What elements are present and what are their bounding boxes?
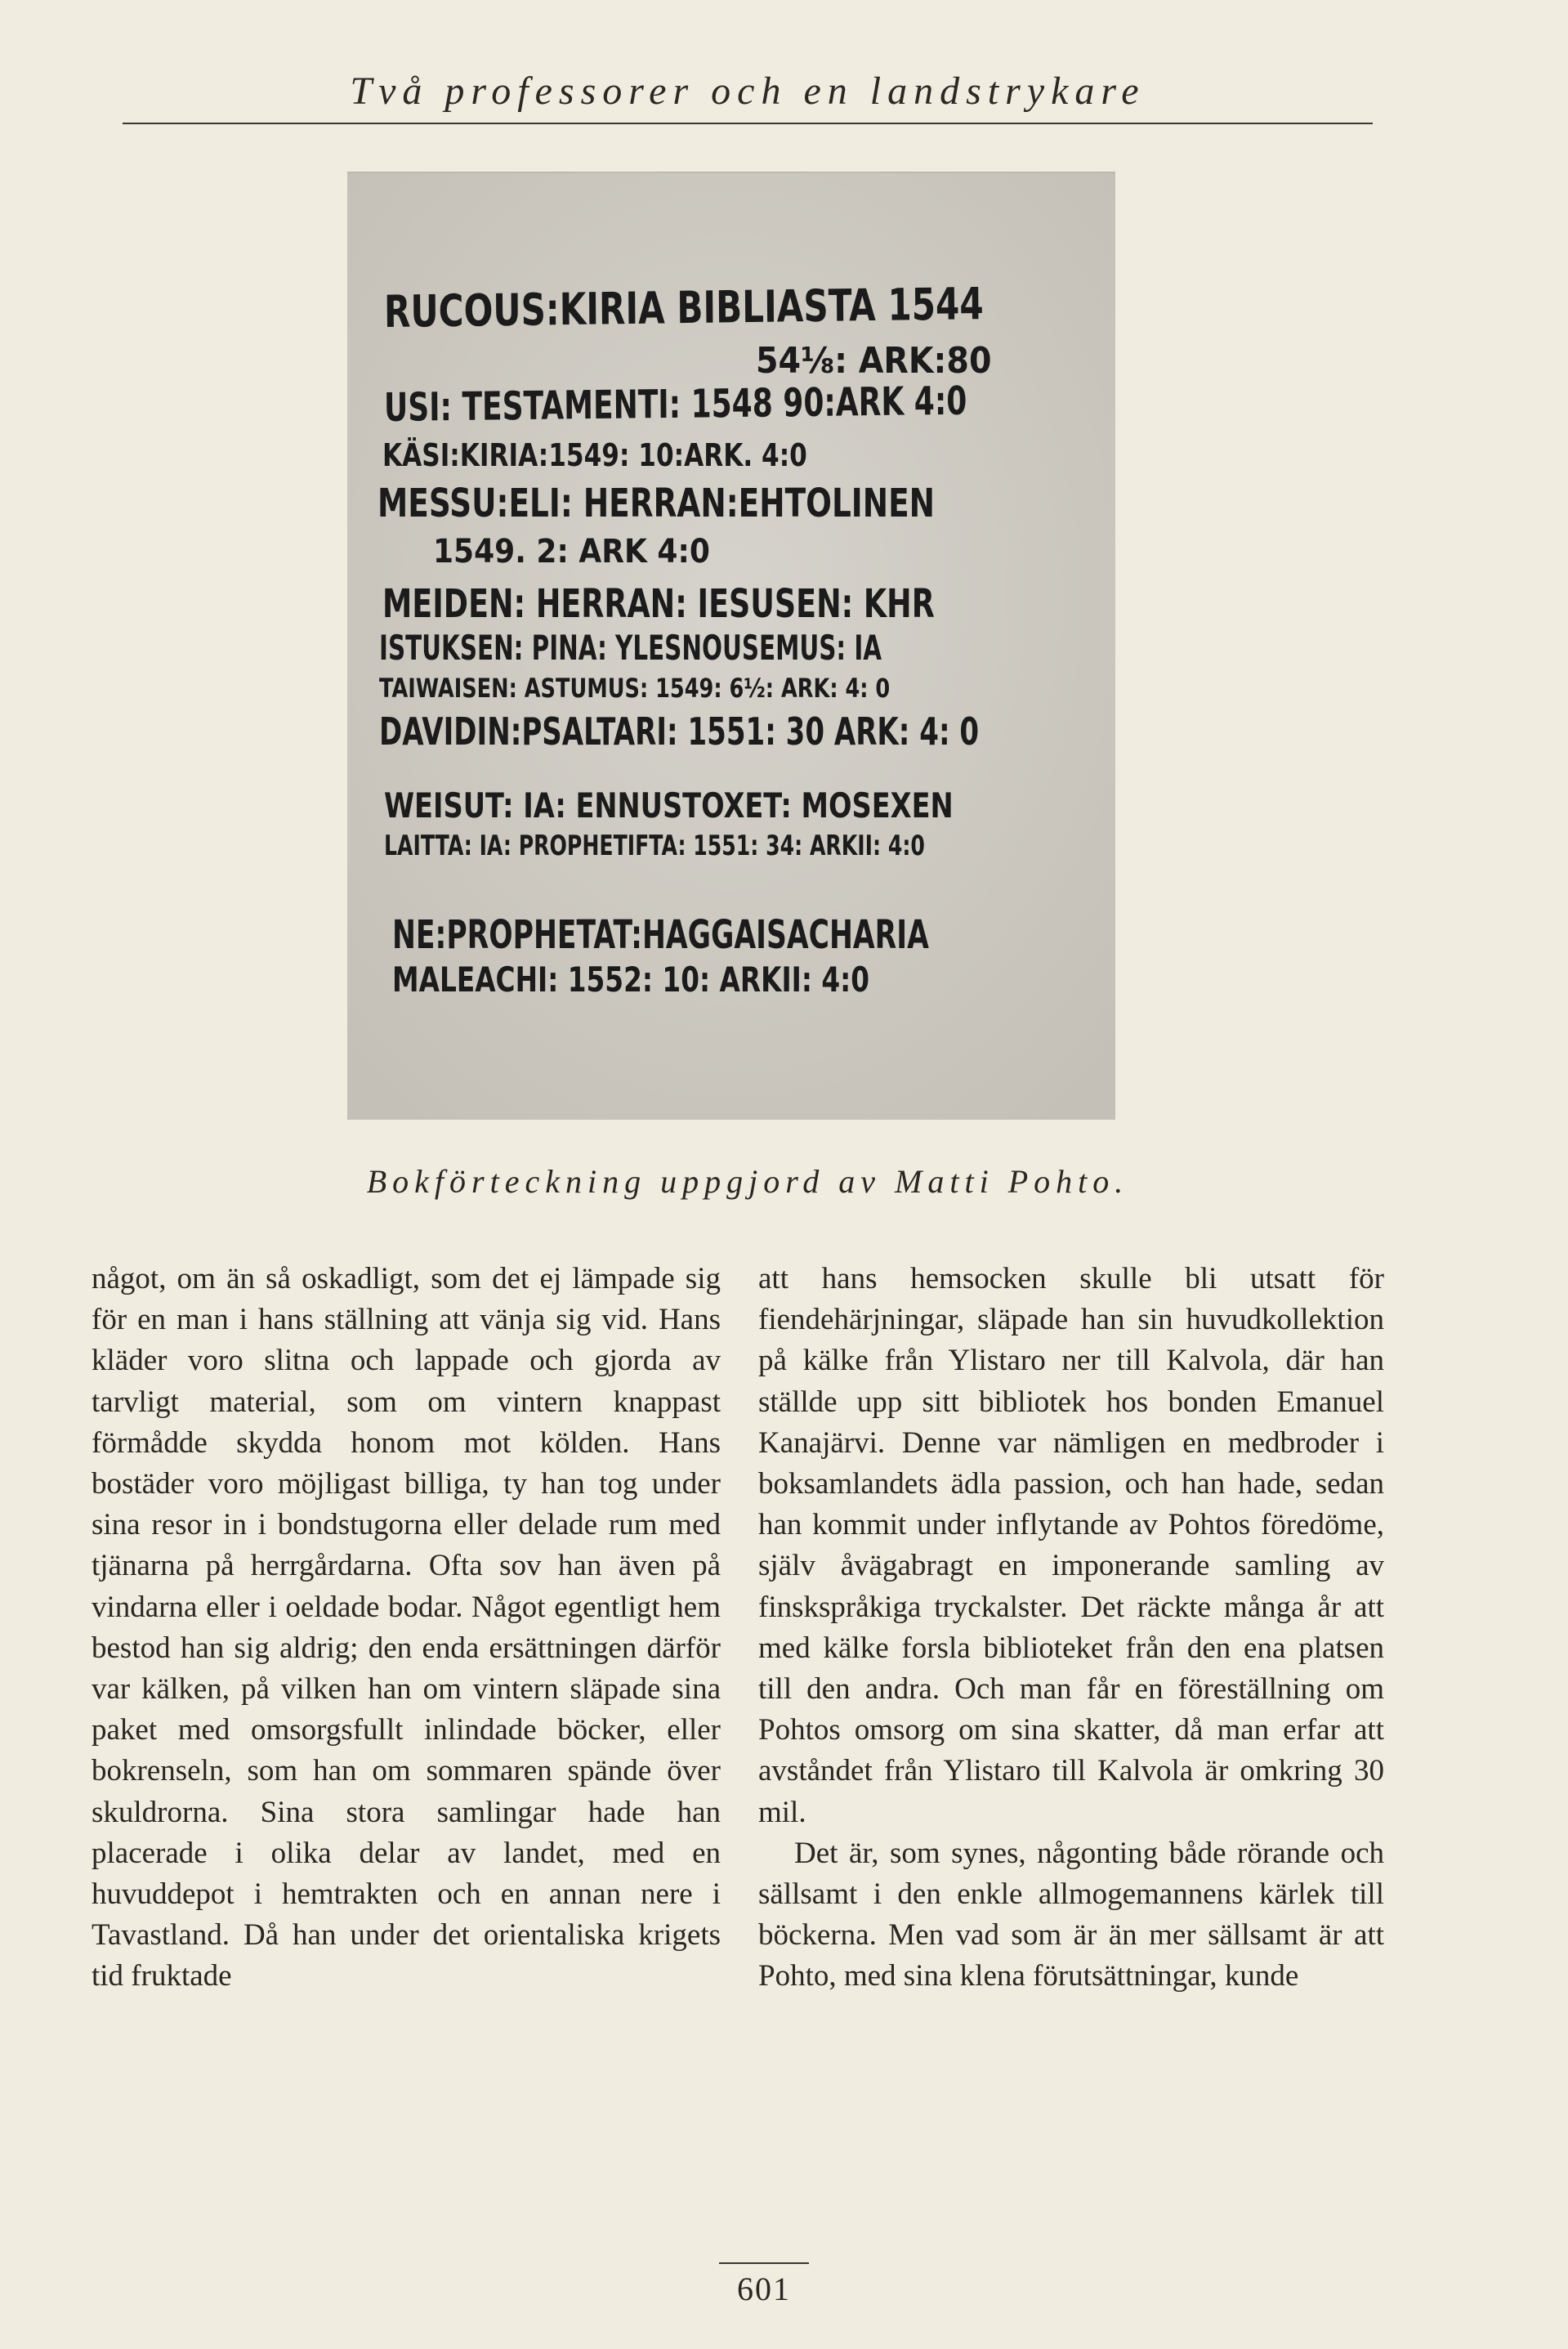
- figure-caption: Bokförteckning uppgjord av Matti Pohto.: [366, 1163, 1129, 1200]
- ins-line-11: WEISUT: IA: ENNUSTOXET: MOSEXEN: [384, 785, 954, 826]
- ins-line-10: DAVIDIN:PSALTARI: 1551: 30 ARK: 4: 0: [379, 709, 980, 754]
- paragraph-right-1: att hans hemsocken skulle bli utsatt för fiendehärjningar, släpade han sin huvudkollektion på kälke från Ylistaro ner till Kalvola, där han ställde upp sitt bibliotek hos bonden Emanuel Kanajärvi. Denne var nämligen en medbroder i boksamlandets ädla passion, och han hade, sedan han kommit under inflytande av Pohtos föredöme, själv åvägabragt en imponerande samling av finskspråkiga tryckalster. Det räckte många år att med kälke forsla biblioteket från den ena platsen till den andra. Och man får en föreställning om Pohtos omsorg om sina skatter, då man erfar att avståndet från Ylistaro till Kalvola är omkring 30 mil.: [758, 1262, 1384, 1829]
- paragraph-right-2: Det är, som synes, någonting både rörande och sällsamt i den enkle allmogemannens kärlek till böckerna. Men vad som är än mer sällsamt är att Pohto, med sina klena förutsättningar, kunde: [758, 1836, 1384, 1993]
- manuscript-figure: [347, 172, 1115, 1120]
- ins-line-5: MESSU:ELI: HERRAN:EHTOLINEN: [377, 481, 935, 526]
- ins-line-1: RUCOUS:KIRIA BIBLIASTA 1544: [383, 278, 984, 338]
- paragraph-left: något, om än så oskadligt, som det ej lämpade sig för en man i hans ställning att vänja sig vid. Hans kläder voro slitna och lappade och gjorda av tarvligt material, som om vintern knappast förmådde skydda honom mot kölden. Hans bostäder voro möjligast billiga, ty han tog under sina resor in i bondstugorna eller delade rum med tjänarna på herrgårdarna. Ofta sov han även på vindarna eller i oeldade bodar. Något egentligt hem bestod han sig aldrig; den enda ersättningen därför var kälken, på vilken han om vintern släpade sina paket med omsorgsfullt inlindade böcker, eller bokrenseln, som han om sommaren spände över skuldrorna. Sina stora samlingar hade han placerade i olika delar av landet, med en huvuddepot i hemtrakten och en annan nere i Tavastland. Då han under det orientaliska krigets tid fruktade: [92, 1262, 721, 1993]
- ins-line-4: KÄSI:KIRIA:1549: 10:ARK. 4:0: [382, 437, 807, 473]
- ins-line-12: LAITTA: IA: PROPHETIFTA: 1551: 34: ARKII: 4:0: [384, 830, 925, 862]
- page-number: 601: [737, 2271, 791, 2307]
- folio-rule: [719, 2262, 809, 2264]
- ins-line-8: ISTUKSEN: PINA: YLESNOUSEMUS: IA: [379, 628, 882, 668]
- text-column-left: [92, 1259, 721, 1998]
- ins-line-9: TAIWAISEN: ASTUMUS: 1549: 6½: ARK: 4: 0: [379, 673, 891, 704]
- ins-line-6: 1549. 2: ARK 4:0: [433, 533, 710, 570]
- ins-line-3: USI: TESTAMENTI: 1548 90:ARK 4:0: [383, 378, 967, 431]
- ins-line-7: MEIDEN: HERRAN: IESUSEN: KHR: [382, 581, 935, 627]
- running-title: Två professorer och en landstrykare: [350, 69, 1146, 113]
- text-column-right: [758, 1259, 1384, 1998]
- header-rule: [123, 123, 1373, 124]
- ins-line-13: NE:PROPHETAT:HAGGAISACHARIA: [392, 912, 929, 958]
- handwritten-book-list: [368, 253, 1103, 1120]
- ins-line-14: MALEACHI: 1552: 10: ARKII: 4:0: [392, 960, 870, 1000]
- ins-line-2: 54⅛: ARK:80: [756, 340, 992, 382]
